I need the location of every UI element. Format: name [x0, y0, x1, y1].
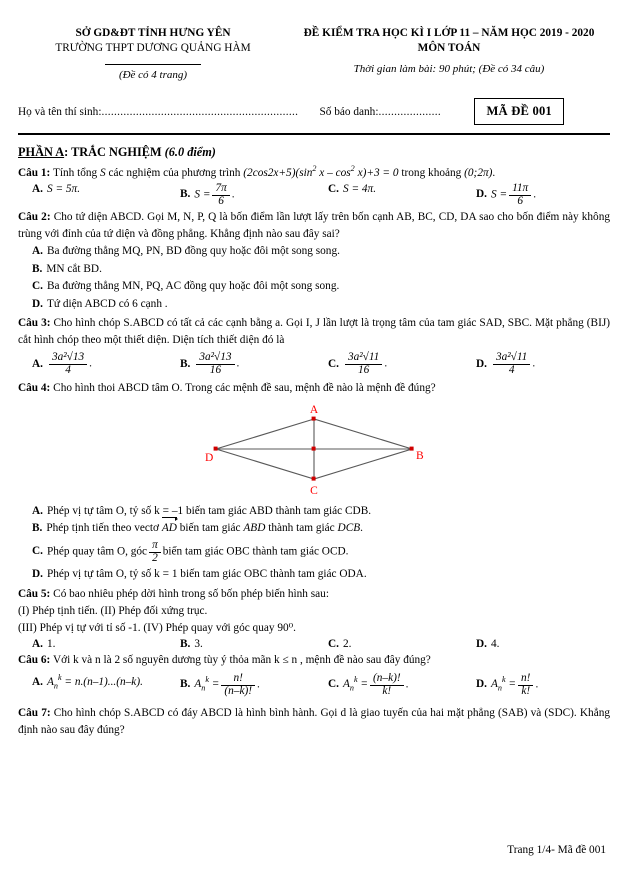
- figure-label-a: A: [309, 403, 319, 416]
- option-letter: B.: [32, 262, 43, 275]
- question-2-text: Cho tứ diện ABCD. Gọi M, N, P, Q là bốn điểm lần lượt lấy trên bốn cạnh AB, BC, CD, DA sao cho bốn điểm này không trùng với đỉnh của tứ diện và đồng phẳng. Khẳng định nào sau đây sai?: [18, 211, 610, 241]
- rhombus-figure: [164, 401, 464, 501]
- option-text-after: biến tam giác OBC thành tam giác OCD.: [162, 545, 349, 558]
- question-3-option-d[interactable]: D. $\frac{\text{3a²√11}}{4}$ .: [476, 351, 536, 376]
- fraction: $\frac{n!}{k!}$: [518, 673, 533, 698]
- option-letter: A.: [32, 637, 43, 650]
- question-6: [18, 652, 610, 669]
- option-letter: C.: [328, 182, 339, 195]
- rhombus-svg: [164, 401, 464, 501]
- school-name: TRƯỜNG THPT DƯƠNG QUẢNG HÀM: [55, 42, 251, 55]
- option-text: $A_n^k = n.(n-1)...(n-k)$.: [46, 672, 143, 690]
- option-letter: A.: [32, 182, 43, 195]
- question-6-text: Với k và n là 2 số nguyên dương tùy ý thỏa mãn k ≤ n , mệnh đề nào sau đây đúng?: [52, 653, 431, 666]
- part-a-label: PHẦN A: [18, 144, 65, 159]
- option-text: 3.: [194, 637, 203, 650]
- option-text: Phép vị tự tâm O, tỷ số k = 1 biến tam giác OBC thành tam giác ODA.: [46, 568, 367, 581]
- option-text: 4.: [490, 637, 500, 650]
- header-divider: [105, 64, 201, 65]
- question-6-option-c[interactable]: C. $A_n^k$ = $\frac{(n-k)!}{k!}$ .: [328, 671, 409, 697]
- question-6-options: [18, 673, 610, 698]
- fraction: $\frac{\text{3a²√11}}{4}$: [493, 352, 530, 377]
- question-2-label: Câu 2:: [18, 211, 51, 224]
- fraction: $\frac{\pi}{2}$: [149, 540, 161, 565]
- part-a-kind: : TRẮC NGHIỆM: [64, 144, 165, 159]
- question-4-label: Câu 4:: [18, 381, 51, 394]
- option-letter: D.: [476, 357, 487, 370]
- question-2-option-c[interactable]: [18, 278, 610, 296]
- option-letter: B.: [32, 522, 43, 535]
- option-symbol: $A_n^k$ =: [342, 675, 369, 693]
- question-6-label: Câu 6:: [18, 653, 51, 666]
- question-1-option-a[interactable]: [18, 183, 166, 208]
- question-4-text: Cho hình thoi ABCD tâm O. Trong các mệnh đề sau, mệnh đề nào là mệnh đề đúng?: [53, 381, 436, 394]
- question-3-label: Câu 3:: [18, 317, 51, 330]
- question-5-text: Có bao nhiêu phép dời hình trong số bốn phép biến hình sau:: [53, 587, 329, 600]
- option-letter: B.: [180, 188, 191, 201]
- option-symbol: $A_n^k$ =: [490, 675, 517, 693]
- fraction: $\frac{\text{3a²√13}}{16}$: [196, 352, 234, 377]
- option-letter: C.: [32, 545, 43, 558]
- option-letter: A.: [32, 675, 43, 688]
- question-3-option-a[interactable]: A. $\frac{\text{3a²√13}}{4}$ .: [32, 351, 92, 376]
- option-letter: B.: [180, 678, 191, 691]
- figure-label-c: C: [310, 484, 318, 497]
- candidate-info-row: [18, 98, 610, 125]
- exam-code-box: MÃ ĐỀ 001: [474, 98, 563, 125]
- option-text: Ba đường thẳng MN, PQ, AC đồng quy hoặc đôi một song song.: [46, 280, 340, 293]
- question-1: Câu 1: Tính tổng S các nghiệm của phương trình $(2\cos 2x+5)(\sin^2$ $x - \cos^2 x)+3 = 0$ trong khoảng (0;2π).: [18, 163, 496, 179]
- part-a-title: [18, 145, 610, 160]
- question-7-label: Câu 7:: [18, 707, 51, 720]
- school-header: [18, 26, 288, 82]
- question-2: [18, 209, 610, 243]
- option-letter: D.: [32, 297, 43, 310]
- question-4-options: [18, 503, 610, 584]
- fraction: $\frac{\text{3a²√11}}{16}$: [345, 352, 382, 377]
- candidate-sbd-label: Số báo danh:: [319, 105, 379, 118]
- option-letter: C.: [328, 637, 339, 650]
- figure-label-d: D: [205, 451, 214, 464]
- option-text: S = 5π.: [46, 182, 81, 195]
- fraction: $\frac{7\pi}{6}$: [212, 183, 229, 208]
- option-letter: C.: [32, 280, 43, 293]
- option-text: S = 4π.: [342, 182, 377, 195]
- question-5-options: [18, 638, 610, 650]
- question-1-text-a: Tính tổng: [52, 166, 98, 179]
- question-7-text: Cho hình chóp S.ABCD có đáy ABCD là hình bình hành. Gọi d là giao tuyến của hai mặt phẳng (SAB) và (SDC). Khẳng định nào sau đây đúng?: [18, 707, 611, 737]
- question-6-option-a[interactable]: [18, 673, 166, 698]
- document-header: [0, 0, 628, 82]
- question-5-option-b[interactable]: [166, 638, 314, 650]
- question-1-equation: $(2\cos 2x+5)(\sin^2$ $x - \cos^2 x)+3 = 0$: [243, 163, 399, 179]
- option-letter: D.: [476, 678, 487, 691]
- question-1-text-c: trong khoảng: [401, 166, 462, 179]
- question-5-option-d[interactable]: [462, 638, 610, 650]
- question-1-var: S: [100, 166, 106, 179]
- candidate-sbd-field[interactable]: ....................: [378, 105, 441, 118]
- option-text: 1.: [46, 637, 56, 650]
- question-5-line3: (III) Phép vị tự với tỉ số -1. (IV) Phép quay với góc quay 90⁰.: [18, 621, 296, 634]
- option-letter: D.: [476, 188, 487, 201]
- fraction: $\frac{n!}{(n-k)!}$: [221, 673, 255, 698]
- option-text: MN cắt BD.: [46, 262, 102, 275]
- option-letter: D.: [476, 637, 487, 650]
- question-4-option-a[interactable]: [18, 503, 610, 521]
- question-5-label: Câu 5:: [18, 587, 51, 600]
- exam-content: [0, 135, 628, 739]
- question-7: [18, 705, 610, 739]
- question-2-options: [18, 243, 610, 313]
- question-2-option-d[interactable]: [18, 296, 610, 314]
- question-4-option-c[interactable]: [18, 540, 610, 565]
- question-3: [18, 315, 610, 349]
- part-a-points: (6.0 điểm): [164, 144, 216, 159]
- question-5-option-a[interactable]: [18, 638, 166, 650]
- option-text: S =: [194, 188, 211, 201]
- option-letter: D.: [32, 568, 43, 581]
- question-2-option-a[interactable]: [18, 243, 610, 261]
- option-letter: B.: [180, 357, 191, 370]
- question-3-text: Cho hình chóp S.ABCD có tất cả các cạnh bằng a. Gọi I, J lần lượt là trọng tâm của tam giác SAD, SBC. Mặt phẳng (BIJ) cắt hình chóp theo một thiết diện. Diện tích thiết diện đó là: [18, 317, 610, 347]
- question-4-option-b[interactable]: B. Phép tịnh tiến theo vectơ AD biến tam giác ABD thành tam giác DCB.: [18, 520, 610, 538]
- fraction: $\frac{11\pi}{6}$: [509, 183, 531, 208]
- question-5-line2: (I) Phép tịnh tiến. (II) Phép đối xứng trục.: [18, 604, 208, 617]
- question-4: [18, 380, 610, 397]
- candidate-name-label: Họ và tên thí sinh:: [18, 105, 102, 118]
- question-1-text-b: các nghiệm của phương trình: [108, 166, 241, 179]
- option-symbol: $A_n^k$ =: [194, 675, 220, 693]
- exam-title: ĐỀ KIỂM TRA HỌC KÌ I LỚP 11 – NĂM HỌC 2019 - 2020: [303, 27, 595, 39]
- question-5-option-c[interactable]: [314, 638, 462, 650]
- page-count-note: (Đề có 4 trang): [118, 68, 188, 81]
- question-1-label: Câu 1:: [18, 166, 51, 179]
- page-footer: Trang 1/4- Mã đề 001: [507, 844, 606, 856]
- question-3-option-c[interactable]: C. $\frac{\text{3a²√11}}{16}$ .: [328, 351, 388, 376]
- fraction: $\frac{\text{3a²√13}}{4}$: [49, 352, 87, 377]
- option-text: Ba đường thẳng MQ, PN, BD đồng quy hoặc đôi một song song.: [46, 245, 340, 258]
- question-4-option-d[interactable]: [18, 566, 610, 584]
- option-letter: C.: [328, 357, 339, 370]
- question-1-option-b[interactable]: B. S = $\frac{7\pi}{6}$ .: [180, 181, 235, 207]
- question-3-option-b[interactable]: B. $\frac{\text{3a²√13}}{16}$ .: [180, 351, 240, 376]
- exam-subject: MÔN TOÁN: [417, 42, 481, 55]
- option-text: Phép vị tự tâm O, tỷ số k = –1 biến tam giác ABD thành tam giác CDB.: [46, 504, 372, 517]
- option-text: S =: [490, 188, 508, 201]
- candidate-name-field[interactable]: ...............................................................: [101, 105, 299, 118]
- option-text: Tứ diện ABCD có 6 cạnh .: [46, 297, 168, 310]
- exam-header: [288, 26, 610, 82]
- question-1-options: [18, 183, 610, 208]
- vector-ad: AD: [162, 520, 177, 538]
- option-text-before: Phép quay tâm O, góc: [46, 545, 148, 558]
- question-3-options: [18, 352, 610, 377]
- question-1-option-c[interactable]: [314, 183, 462, 208]
- fraction: $\frac{(n-k)!}{k!}$: [370, 673, 404, 698]
- figure-label-b: B: [416, 449, 424, 462]
- question-5: [18, 586, 610, 603]
- option-letter: A.: [32, 504, 43, 517]
- option-letter: A.: [32, 357, 43, 370]
- department-name: SỞ GD&ĐT TỈNH HƯNG YÊN: [75, 27, 231, 39]
- exam-duration-note: Thời gian làm bài: 90 phút; (Đề có 34 câu): [353, 62, 545, 75]
- option-letter: A.: [32, 245, 43, 258]
- option-letter: B.: [180, 637, 191, 650]
- option-letter: C.: [328, 678, 339, 691]
- question-6-option-d[interactable]: D. $A_n^k$ = $\frac{n!}{k!}$ .: [476, 671, 539, 697]
- question-1-option-d[interactable]: D. S = $\frac{11\pi}{6}$ .: [476, 181, 537, 207]
- question-2-option-b[interactable]: [18, 261, 610, 279]
- question-1-interval: (0;2π): [464, 166, 493, 179]
- option-text: 2.: [342, 637, 352, 650]
- question-6-option-b[interactable]: B. $A_n^k$ = $\frac{n!}{(n-k)!}$ .: [180, 671, 260, 697]
